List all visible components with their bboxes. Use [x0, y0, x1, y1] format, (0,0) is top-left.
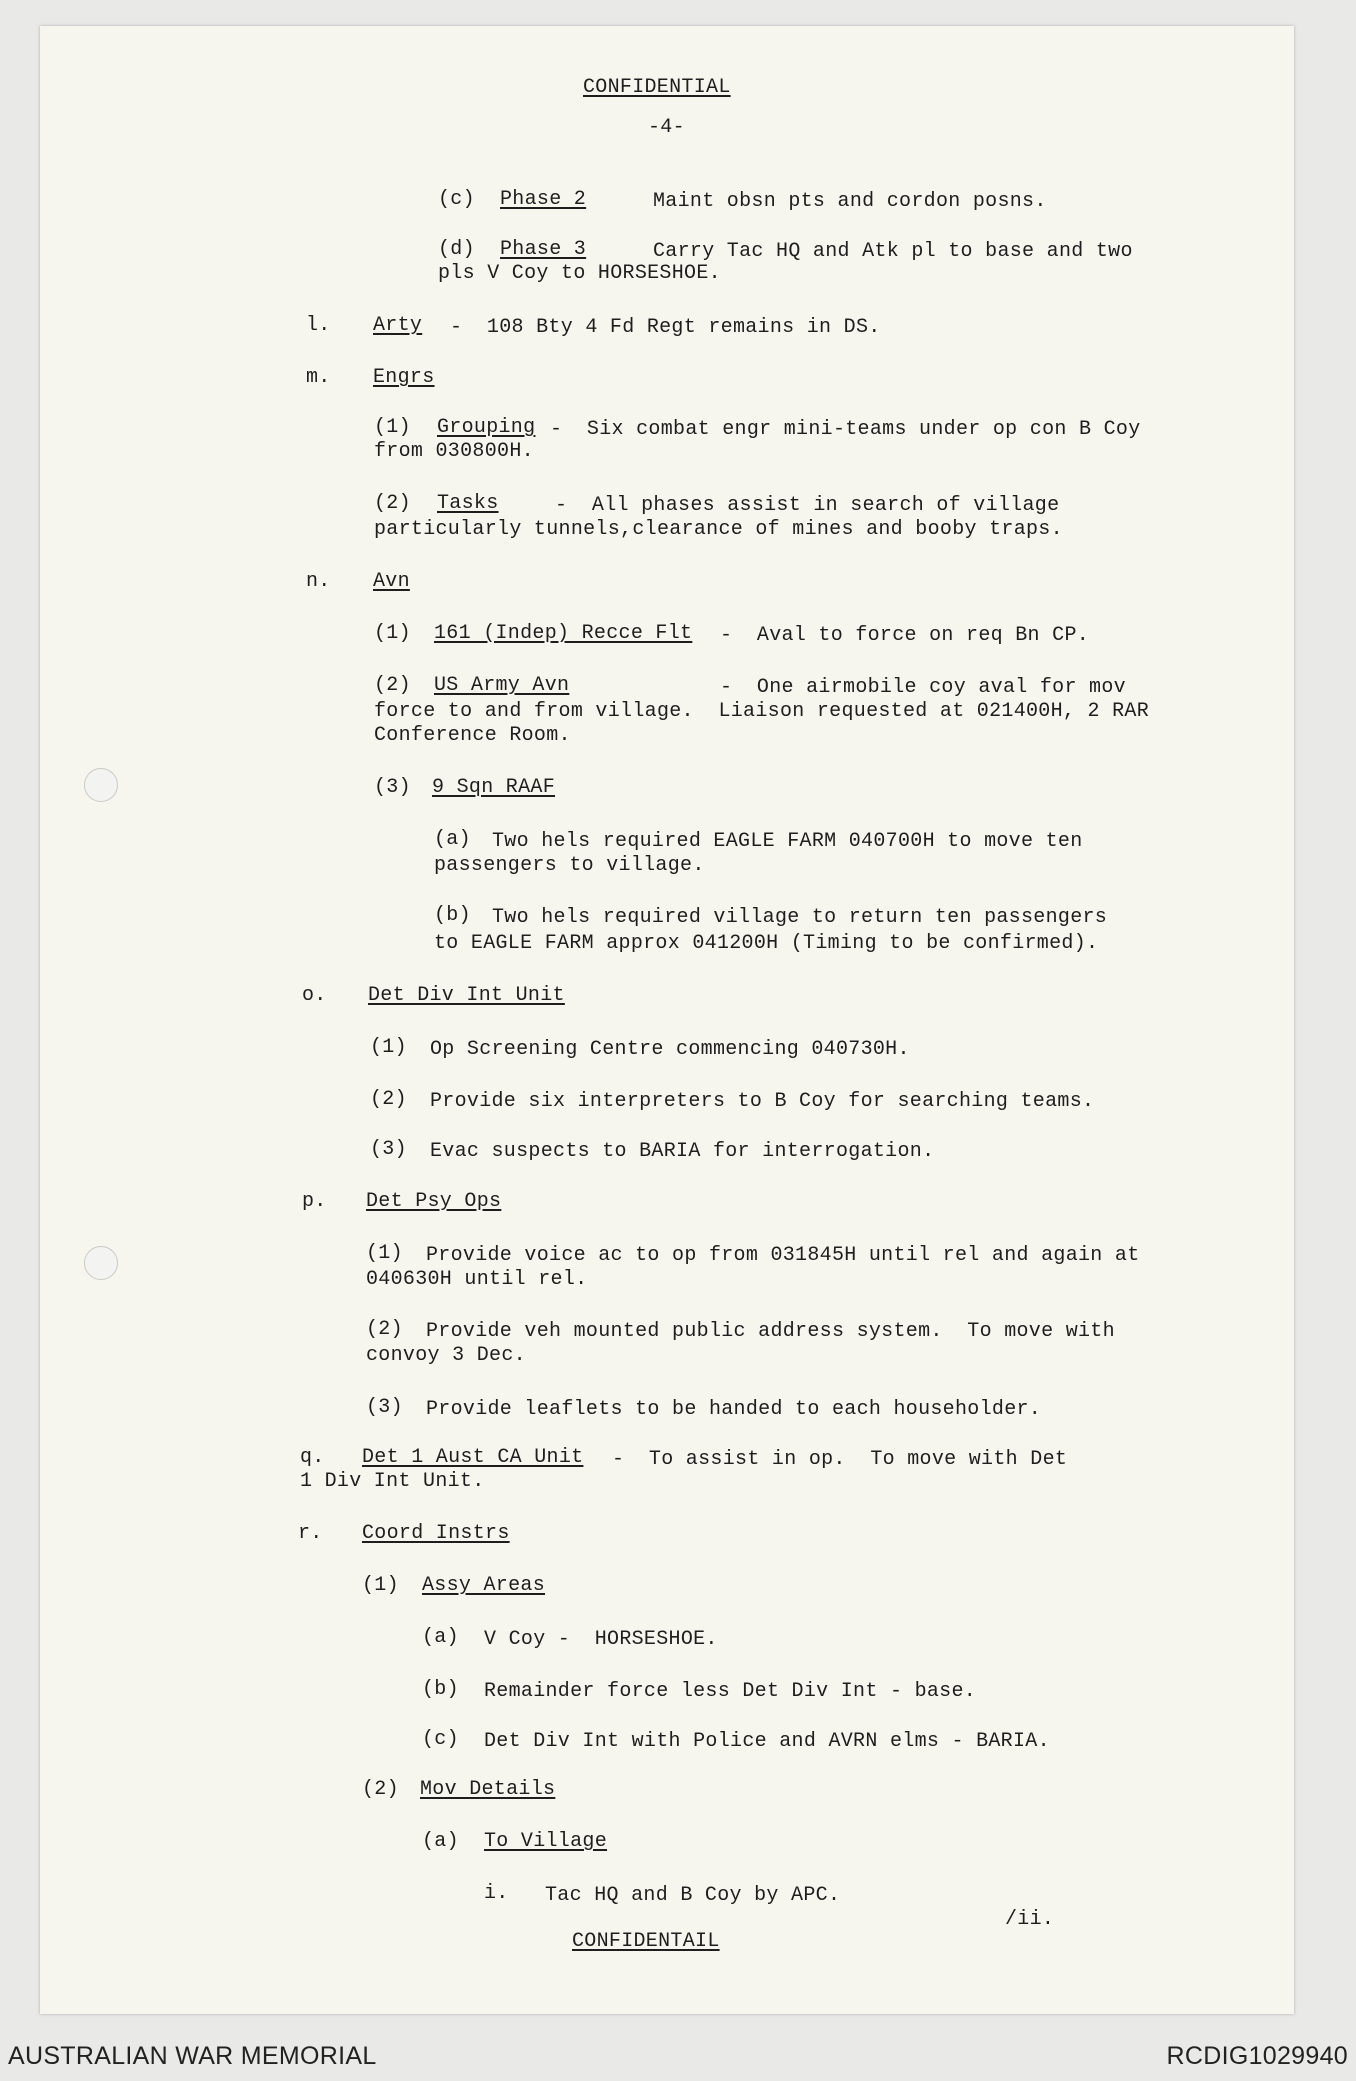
item-number: (1) — [370, 1036, 407, 1059]
phase-3-text-cont: pls V Coy to HORSESHOE. — [438, 262, 721, 285]
grouping-title: Grouping — [437, 416, 536, 439]
int-unit-item-text: Op Screening Centre commencing 040730H. — [430, 1038, 910, 1061]
page-number: -4- — [648, 116, 685, 139]
item-label: (b) — [434, 904, 471, 927]
psy-ops-item-text: Provide voice ac to op from 031845H until rel and again at — [426, 1244, 1140, 1267]
document-page — [40, 26, 1294, 2014]
item-number: (1) — [362, 1574, 399, 1597]
ca-unit-text-cont: 1 Div Int Unit. — [300, 1470, 485, 1493]
item-label: (d) — [438, 238, 475, 261]
item-number: (3) — [374, 776, 411, 799]
raaf-sub-b-cont: to EAGLE FARM approx 041200H (Timing to be confirmed). — [434, 932, 1099, 955]
recce-flt-text: - Aval to force on req Bn CP. — [720, 624, 1090, 647]
item-label: (a) — [422, 1830, 459, 1853]
coord-instrs-heading: Coord Instrs — [362, 1522, 510, 1545]
raaf-sub-b-text: Two hels required village to return ten passengers — [492, 906, 1108, 929]
para-letter: o. — [302, 984, 327, 1007]
ca-unit-heading: Det 1 Aust CA Unit — [362, 1446, 584, 1469]
us-army-avn-text: - One airmobile coy aval for mov — [720, 676, 1126, 699]
to-village-title: To Village — [484, 1830, 608, 1853]
item-number: (2) — [366, 1318, 403, 1341]
para-letter: n. — [306, 570, 331, 593]
tasks-text-cont: particularly tunnels,clearance of mines and booby traps. — [374, 518, 1063, 541]
item-number: (2) — [362, 1778, 399, 1801]
arty-heading: Arty — [373, 314, 423, 337]
item-number: (3) — [366, 1396, 403, 1419]
item-label: (a) — [434, 828, 471, 851]
punch-hole — [84, 1246, 118, 1280]
item-label: (c) — [422, 1728, 459, 1751]
classification-header: CONFIDENTIAL — [583, 76, 731, 99]
item-number: (1) — [366, 1242, 403, 1265]
para-letter: q. — [300, 1446, 325, 1469]
archive-id: RCDIG1029940 — [1166, 2042, 1348, 2070]
phase-2-title: Phase 2 — [500, 188, 587, 211]
continuation-marker: /ii. — [1005, 1908, 1055, 1931]
item-number: (1) — [374, 416, 411, 439]
psy-ops-item-text: Provide veh mounted public address system. To move with — [426, 1320, 1115, 1343]
item-number: (1) — [374, 622, 411, 645]
phase-3-text: Carry Tac HQ and Atk pl to base and two — [653, 240, 1133, 263]
assy-areas-title: Assy Areas — [422, 1574, 546, 1597]
raaf-sub-a-cont: passengers to village. — [434, 854, 705, 877]
engrs-heading: Engrs — [373, 366, 435, 389]
para-letter: p. — [302, 1190, 327, 1213]
grouping-text-cont: from 030800H. — [374, 440, 534, 463]
tasks-title: Tasks — [437, 492, 499, 515]
archive-name: AUSTRALIAN WAR MEMORIAL — [8, 2042, 377, 2070]
int-unit-item-text: Provide six interpreters to B Coy for searching teams. — [430, 1090, 1095, 1113]
ca-unit-text: - To assist in op. To move with Det — [612, 1448, 1068, 1471]
grouping-text: - Six combat engr mini-teams under op con B Coy — [550, 418, 1141, 441]
para-letter: r. — [298, 1522, 323, 1545]
assy-item-text: Remainder force less Det Div Int - base. — [484, 1680, 977, 1703]
recce-flt-title: 161 (Indep) Recce Flt — [434, 622, 693, 645]
item-number: (2) — [374, 674, 411, 697]
psy-ops-item-text: Provide leaflets to be handed to each householder. — [426, 1398, 1042, 1421]
item-number: (2) — [370, 1088, 407, 1111]
us-army-avn-cont: Conference Room. — [374, 724, 571, 747]
assy-item-text: Det Div Int with Police and AVRN elms - BARIA. — [484, 1730, 1050, 1753]
psy-ops-item-cont: convoy 3 Dec. — [366, 1344, 526, 1367]
item-label: (b) — [422, 1678, 459, 1701]
psy-ops-item-cont: 040630H until rel. — [366, 1268, 588, 1291]
phase-3-title: Phase 3 — [500, 238, 587, 261]
int-unit-heading: Det Div Int Unit — [368, 984, 565, 1007]
avn-heading: Avn — [373, 570, 410, 593]
raaf-sub-a-text: Two hels required EAGLE FARM 040700H to move ten — [492, 830, 1083, 853]
mov-item-text: Tac HQ and B Coy by APC. — [545, 1884, 841, 1907]
item-number: (2) — [374, 492, 411, 515]
phase-2-text: Maint obsn pts and cordon posns. — [653, 190, 1047, 213]
us-army-avn-cont: force to and from village. Liaison requested at 021400H, 2 RAR — [374, 700, 1150, 723]
item-label: (c) — [438, 188, 475, 211]
para-letter: l. — [306, 314, 331, 337]
psy-ops-heading: Det Psy Ops — [366, 1190, 502, 1213]
tasks-text: - All phases assist in search of village — [555, 494, 1060, 517]
mov-details-title: Mov Details — [420, 1778, 556, 1801]
item-number: (3) — [370, 1138, 407, 1161]
us-army-avn-title: US Army Avn — [434, 674, 570, 697]
punch-hole — [84, 768, 118, 802]
para-letter: m. — [306, 366, 331, 389]
item-label: (a) — [422, 1626, 459, 1649]
raaf-title: 9 Sqn RAAF — [432, 776, 556, 799]
arty-text: - 108 Bty 4 Fd Regt remains in DS. — [450, 316, 881, 339]
int-unit-item-text: Evac suspects to BARIA for interrogation. — [430, 1140, 935, 1163]
assy-item-text: V Coy - HORSESHOE. — [484, 1628, 718, 1651]
classification-footer: CONFIDENTAIL — [572, 1930, 720, 1953]
item-label: i. — [484, 1882, 509, 1905]
